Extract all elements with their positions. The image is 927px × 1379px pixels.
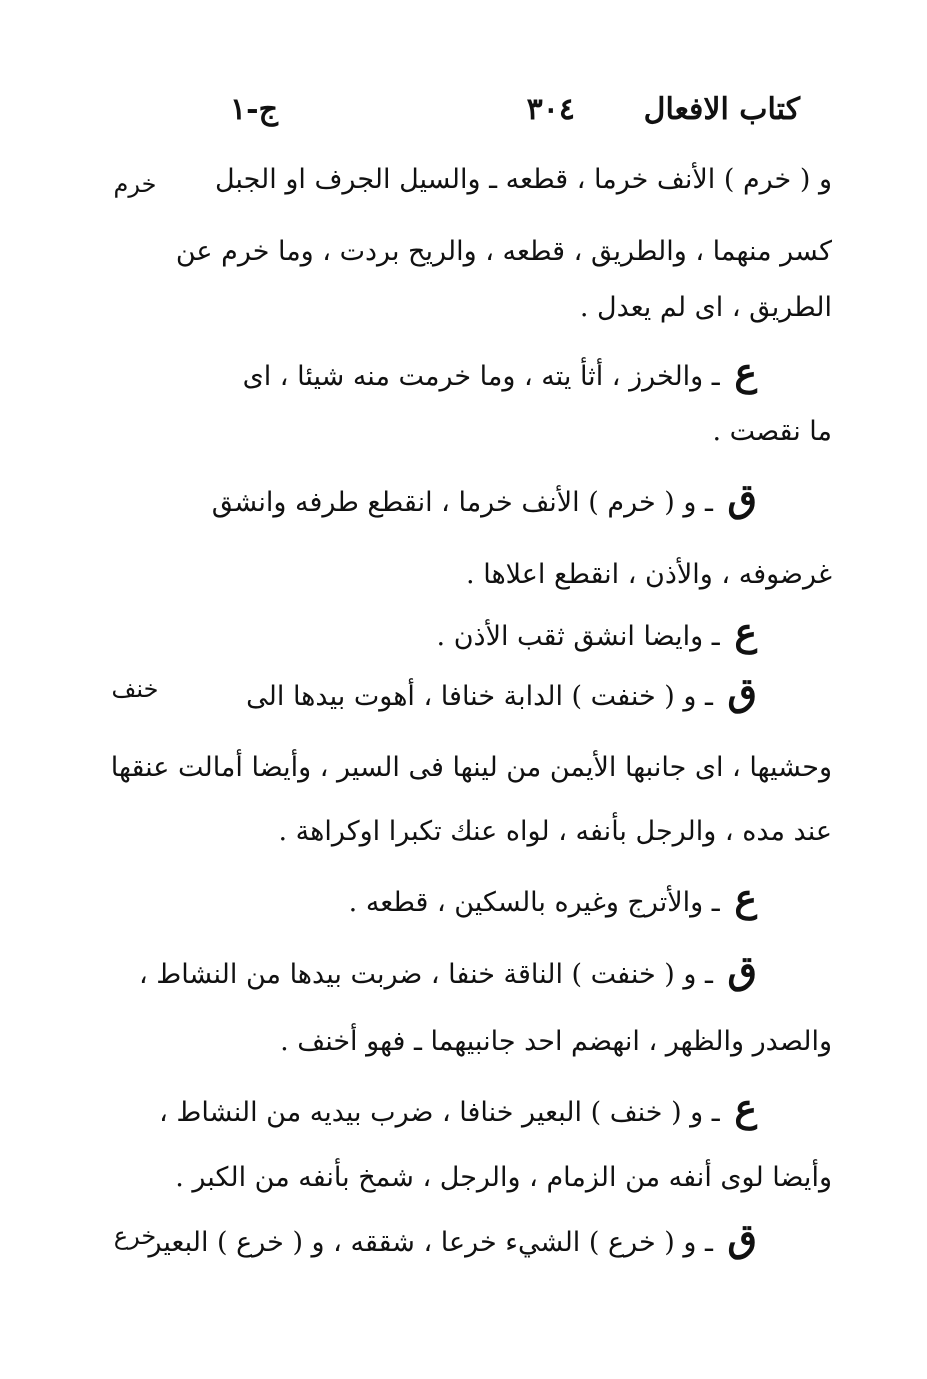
line-text: ـ والأترج وغيره بالسكين ، قطعه . (348, 887, 720, 918)
text-line (192, 812, 832, 856)
source-marker: ق (727, 669, 757, 714)
line-text: ما نقصت . (712, 416, 832, 447)
line-text: وحشيها ، اى جانبها الأيمن من لينها فى السير ، وأيضا أمالت عنقها (110, 752, 832, 783)
text-line (138, 947, 757, 994)
line-text: كسر منهما ، والطريق ، قطعه ، والريح بردت ، وما خرم عن (175, 236, 832, 267)
line-text: ـ و ( خرم ) الأنف خرما ، انقطع طرفه وانشق (211, 487, 713, 518)
text-line (192, 1022, 832, 1066)
text-line (159, 1085, 757, 1132)
line-text: وأيضا لوى أنفه من الزمام ، والرجل ، شمخ بأنفه من الكبر . (175, 1162, 832, 1193)
page-header (200, 92, 800, 142)
running-title: كتاب الافعال (643, 92, 800, 127)
source-marker: ع (734, 609, 757, 654)
text-line (187, 609, 757, 656)
line-text: والصدر والظهر ، انهضم احد جانبيهما ـ فهو أخنف . (280, 1026, 832, 1057)
line-text: ـ و ( خنفت ) الدابة خنافا ، أهوت بيدها الى (246, 681, 713, 712)
line-text: ـ و ( خرع ) الشيء خرعا ، شققه ، و ( خرع ) البعير (148, 1227, 713, 1258)
line-text: ـ و ( خنفت ) الناقة خنفا ، ضربت بيدها من النشاط ، (138, 959, 713, 990)
source-marker: ع (734, 349, 757, 394)
line-text: ـ و ( خنف ) البعير خنافا ، ضرب بيديه من النشاط ، (159, 1097, 720, 1128)
text-line (148, 1215, 757, 1262)
text-line (192, 288, 832, 332)
line-text: ـ والخرز ، أثأ يته ، وما خرمت منه شيئا ، اى (242, 361, 720, 392)
line-text: عند مده ، والرجل بأنفه ، لواه عنك تكبرا اوكراهة . (278, 816, 832, 847)
margin-headword: خرع (113, 1222, 157, 1250)
margin-headword: خرم (113, 170, 157, 198)
text-line (110, 748, 832, 792)
text-line (187, 669, 757, 716)
margin-headword: خنف (111, 675, 159, 703)
text-line (175, 1158, 832, 1202)
source-marker: ع (734, 875, 757, 920)
line-text: غرضوفه ، والأذن ، انقطع اعلاها . (466, 559, 832, 590)
line-text: الطريق ، اى لم يعدل . (579, 292, 832, 323)
text-line (192, 555, 832, 599)
text-line (192, 160, 832, 204)
text-line (187, 875, 757, 922)
text-line (187, 349, 757, 396)
source-marker: ق (727, 475, 757, 520)
source-marker: ق (727, 947, 757, 992)
text-line (187, 475, 757, 522)
text-line (192, 412, 832, 456)
text-line (175, 232, 832, 276)
source-marker: ع (734, 1085, 757, 1130)
page-number: ٣٠٤ (526, 92, 575, 127)
line-text: ـ وايضا انشق ثقب الأذن . (436, 621, 720, 652)
volume-label: ج-١ (230, 92, 278, 127)
line-text: و ( خرم ) الأنف خرما ، قطعه ـ والسيل الجرف او الجبل (214, 164, 832, 195)
source-marker: ق (727, 1215, 757, 1260)
